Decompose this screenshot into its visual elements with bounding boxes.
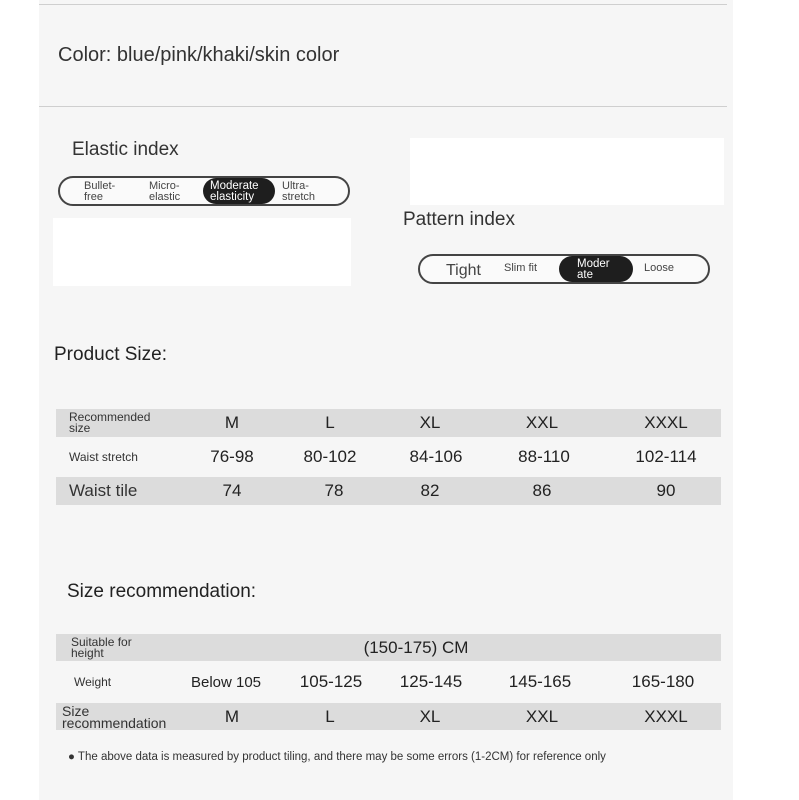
value-cell: 76-98	[210, 447, 254, 466]
rec-cell: XXXL	[644, 706, 688, 726]
elastic-option-1: Bullet- free	[84, 180, 116, 203]
waist-tile-row	[56, 477, 721, 505]
blank-box-right	[410, 138, 724, 205]
recommendation-row	[56, 703, 721, 730]
size-cell: XXL	[525, 413, 559, 432]
weight-label: Weight	[74, 674, 112, 689]
rec-cell: XL	[419, 706, 441, 726]
pattern-index-scale	[418, 254, 710, 284]
waist-stretch-label: Waist stretch	[69, 449, 138, 464]
value-cell: 102-114	[635, 447, 697, 466]
elastic-index-scale	[58, 176, 350, 206]
top-divider	[39, 4, 727, 5]
weight-row	[56, 665, 721, 699]
size-header-label: Recommended size	[69, 410, 151, 435]
size-cell: L	[325, 413, 335, 432]
size-cell: XL	[419, 413, 441, 432]
value-cell: 90	[656, 481, 676, 500]
value-cell: 74	[222, 481, 242, 500]
weight-cell: 125-145	[399, 672, 463, 691]
waist-stretch-row	[56, 440, 721, 474]
recommendation-label: Size recommendation	[62, 702, 167, 731]
elastic-index-title: Elastic index	[72, 139, 179, 160]
color-info: Color: blue/pink/khaki/skin color	[58, 44, 340, 66]
rec-cell: L	[325, 706, 335, 726]
pattern-index-title: Pattern index	[403, 209, 515, 230]
measurement-note: ● The above data is measured by product tiling, and there may be some errors (1-2CM) for reference only	[68, 751, 606, 763]
size-cell: XXXL	[644, 413, 688, 432]
value-cell: 88-110	[518, 447, 570, 466]
height-label: Suitable for height	[71, 634, 132, 660]
elastic-option-2: Micro- elastic	[149, 180, 181, 203]
size-recommendation-title: Size recommendation:	[67, 581, 257, 602]
value-cell: 80-102	[303, 447, 357, 466]
value-cell: 86	[532, 481, 552, 500]
elastic-selected-marker	[203, 178, 275, 204]
product-size-title: Product Size:	[54, 344, 167, 365]
rec-cell: M	[224, 706, 240, 726]
pattern-selected-marker	[559, 256, 633, 282]
weight-cell: 105-125	[299, 672, 363, 691]
weight-cell: 165-180	[631, 672, 695, 691]
height-value: (150-175) CM	[363, 637, 469, 657]
elastic-option-4: Ultra- stretch	[282, 180, 316, 203]
weight-cell: 145-165	[508, 672, 572, 691]
pattern-option-1: Tight	[446, 262, 481, 279]
waist-tile-label: Waist tile	[69, 481, 138, 500]
pattern-option-4: Loose	[644, 262, 674, 274]
size-cell: M	[224, 413, 240, 432]
section-divider	[39, 106, 727, 107]
pattern-option-3: Moder ate	[577, 258, 610, 281]
height-row	[56, 634, 721, 661]
rec-cell: XXL	[525, 706, 559, 726]
value-cell: 82	[420, 481, 440, 500]
value-cell: 84-106	[409, 447, 463, 466]
weight-cell: Below 105	[190, 673, 262, 691]
elastic-option-3: Moderate elasticity	[210, 180, 259, 203]
pattern-option-2: Slim fit	[504, 262, 537, 274]
blank-box-left	[53, 218, 351, 286]
size-header-row	[56, 409, 721, 437]
value-cell: 78	[324, 481, 344, 500]
